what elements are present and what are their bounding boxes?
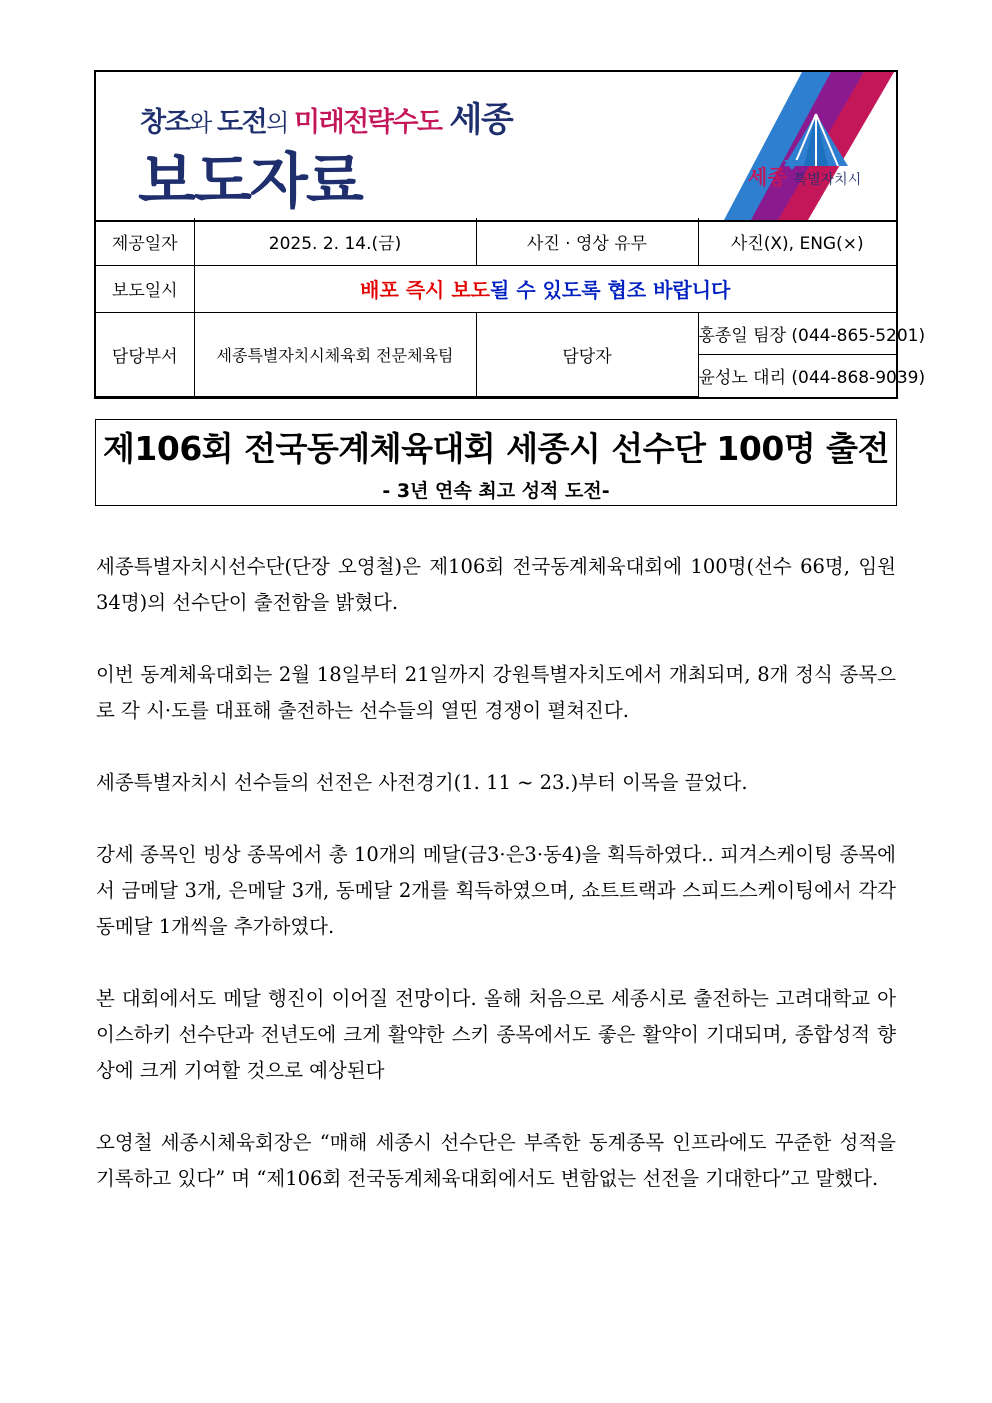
date-label: 제공일자 (96, 218, 194, 265)
header-banner (96, 72, 896, 222)
release-info-table (96, 218, 926, 397)
headline: 제106회 전국동계체육대회 세종시 선수단 100명 출전 (103, 429, 889, 468)
contact-label: 담당자 (476, 312, 698, 396)
press-release-header (94, 70, 926, 399)
contact-2: 윤성노 대리 (044-868-9039) (698, 354, 896, 396)
media-label: 사진 · 영상 유무 (476, 218, 698, 265)
release-notice: 배포 즉시 보도될 수 있도록 협조 바랍니다 (194, 265, 896, 312)
release-label: 보도일시 (96, 265, 194, 312)
paragraph: 이번 동계체육대회는 2월 18일부터 21일까지 강원특별자치도에서 개최되며, 8개 정식 종목으로 각 시·도를 대표해 출전하는 선수들의 열띤 경쟁이 펼쳐진다. (96, 663, 896, 722)
paragraph: 세종특별자치시 선수들의 선전은 사전경기(1. 11 ~ 23.)부터 이목을 끌었다. (96, 771, 748, 794)
dept-label: 담당부서 (96, 312, 194, 396)
paragraph: 본 대회에서도 메달 행진이 이어질 전망이다. 올해 처음으로 세종시로 출전하는 고려대학교 아이스하키 선수단과 전년도에 크게 활약한 스키 종목에서도 좋은 활약이 기대되며, 종합성적 향상에 크게 기여할 것으로 예상된다 (96, 987, 896, 1082)
contact-1: 홍종일 팀장 (044-865-5201) (698, 312, 896, 354)
article-body (96, 549, 896, 1233)
headline-box (95, 419, 897, 506)
media-value: 사진(X), ENG(×) (698, 218, 896, 265)
paragraph: 오영철 세종시체육회장은 “매해 세종시 선수단은 부족한 동계종목 인프라에도 꾸준한 성적을 기록하고 있다” 며 “제106회 전국동계체육대회에서도 변함없는 선전을 기대한다”고 말했다. (96, 1131, 896, 1190)
subheadline: - 3년 연속 최고 성적 도전- (382, 480, 610, 502)
dept-value: 세종특별자치시체육회 전문체육팀 (194, 312, 476, 396)
press-release-title: 보도자료 (138, 147, 362, 217)
sejong-city-logo-icon (744, 110, 886, 210)
paragraph: 강세 종목인 빙상 종목에서 총 10개의 메달(금3·은3·동4)을 획득하였다.. 피겨스케이팅 종목에서 금메달 3개, 은메달 3개, 동메달 2개를 획득하였으며, 쇼트트랙과 스피드스케이팅에서 각각 동메달 1개씩을 추가하였다. (96, 843, 896, 938)
logo-wordmark: 세종 특별자치시 (748, 165, 862, 189)
date-value: 2025. 2. 14.(금) (194, 218, 476, 265)
paragraph: 세종특별자치시선수단(단장 오영철)은 제106회 전국동계체육대회에 100명(선수 66명, 임원 34명)의 선수단이 출전함을 밝혔다. (96, 555, 896, 614)
slogan: 창조와 도전의 미래전략수도 세종 (140, 100, 513, 140)
